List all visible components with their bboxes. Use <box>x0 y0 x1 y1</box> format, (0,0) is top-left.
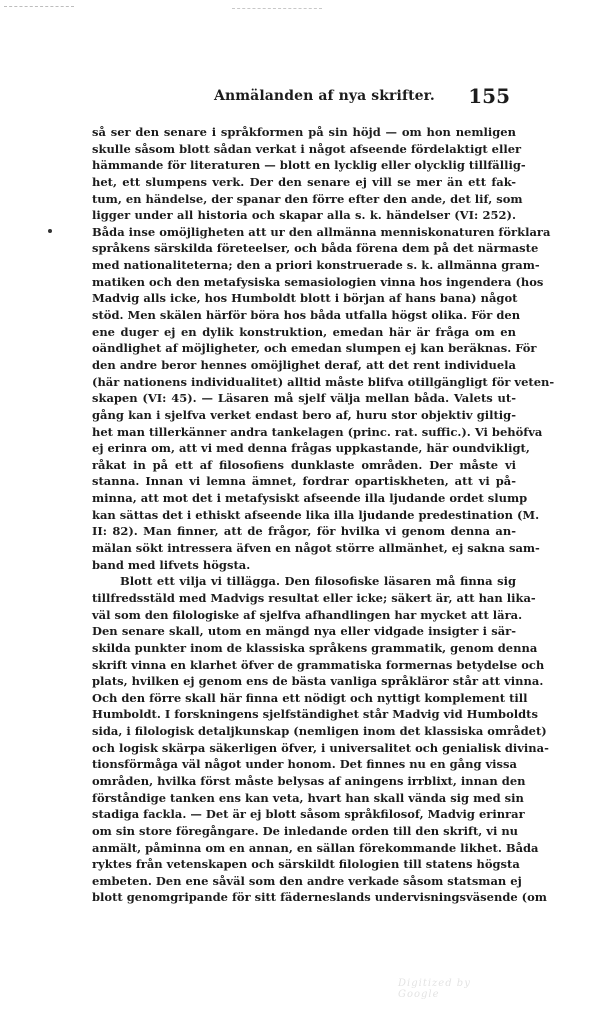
text-line: ene duger ej en dylik konstruktion, emedan här är fråga om en <box>92 324 516 339</box>
text-line: Och den förre skall här finna ett nödigt och nyttigt komplement till <box>92 690 528 705</box>
scan-edge-mark-right <box>232 8 322 9</box>
page-header <box>96 84 514 108</box>
text-line: och logisk skärpa säkerligen öfver, i universalitet och genialisk divina- <box>92 740 549 755</box>
text-line: språkens särskilda företeelser, och båda förena dem på det närmaste <box>92 241 539 256</box>
text-line: råkat in på ett af filosofiens dunklaste områden. Der måste vi <box>92 457 516 472</box>
text-line: ryktes från vetenskapen och särskildt filologien till statens högsta <box>92 857 520 872</box>
text-line: oändlighet af möjligheter, och emedan slumpen ej kan beräknas. För <box>92 341 537 356</box>
margin-mark <box>48 229 52 233</box>
text-line: skilda punkter inom de klassiska språkens grammatik, genom denna <box>92 640 538 655</box>
text-line: ej erinra om, att vi med denna frågas uppkastande, här oundvikligt, <box>92 441 530 456</box>
text-line: mälan sökt intressera äfven en något större allmänhet, ej sakna sam- <box>92 541 540 556</box>
text-line: skapen (VI: 45). — Läsaren må sjelf välja mellan båda. Valets ut- <box>92 391 516 406</box>
text-line: embeten. Den ene såväl som den andre verkade såsom statsman ej <box>92 873 522 888</box>
text-line: minna, att mot det i metafysiskt afseende illa ljudande ordet slump <box>92 491 528 506</box>
text-line: tionsförmåga väl något under honom. Det finnes nu en gång vissa <box>92 757 517 772</box>
text-line: Den senare skall, utom en mängd nya eller vidgade insigter i sär- <box>92 624 516 639</box>
scan-edge-mark <box>4 6 74 9</box>
text-line: hämmande för literaturen — blott en lycklig eller olycklig tillfällig- <box>92 158 526 173</box>
text-line: så ser den senare i språkformen på sin höjd — om hon nemligen <box>92 125 516 139</box>
text-line: om sin store föregångare. De inledande orden till den skrift, vi nu <box>92 823 519 838</box>
text-line: gång kan i sjelfva verket endast bero af, huru stor objektiv giltig- <box>92 407 516 422</box>
digitization-watermark: Digitized by Google <box>398 978 471 1000</box>
text-line: stadiga fackla. — Det är ej blott såsom språkfilosof, Madvig erinrar <box>92 807 525 822</box>
text-line: den andre beror hennes omöjlighet deraf, att det rent individuela <box>92 357 516 372</box>
text-line-paragraph-start: Blott ett vilja vi tillägga. Den filosofiske läsaren må finna sig <box>120 574 516 589</box>
text-line-paragraph-end: band med lifvets högsta. <box>92 557 251 572</box>
text-line: het, ett slumpens verk. Der den senare ej vill se mer än ett fak- <box>92 174 516 189</box>
text-line: skulle såsom blott sådan verkat i något afseende fördelaktigt eller <box>92 141 522 156</box>
text-line: Båda inse omöjligheten att ur den allmänna menniskonaturen förklara <box>92 224 551 239</box>
text-line: plats, hvilken ej genom ens de bästa vanliga språkläror står att vinna. <box>92 674 544 689</box>
text-line: tillfredsstäld med Madvigs resultat eller icke; säkert är, att han lika- <box>92 590 536 605</box>
page-number: 155 <box>468 84 510 108</box>
text-line: het man tillerkänner andra tankelagen (princ. rat. suffic.). Vi behöfva <box>92 424 543 439</box>
body-text <box>92 124 555 906</box>
text-line: med nationaliteterna; den a priori konstruerade s. k. allmänna gram- <box>92 258 540 273</box>
text-line: områden, hvilka först måste belysas af aningens irrblixt, innan den <box>92 773 526 788</box>
text-line: ligger under all historia och skapar alla s. k. händelser (VI: 252). <box>92 208 516 223</box>
text-line: sida, i filologisk detaljkunskap (nemligen inom det klassiska området) <box>92 724 547 739</box>
text-line: II: 82). Man finner, att de frågor, för hvilka vi genom denna an- <box>92 524 516 539</box>
text-line: stanna. Innan vi lemna ämnet, fordrar opartiskheten, att vi på- <box>92 474 516 489</box>
text-line: tum, en händelse, der spanar den förre efter den ande, det lif, som <box>92 191 523 206</box>
text-line: väl som den filologiske af sjelfva afhandlingen har mycket att lära. <box>92 607 523 622</box>
text-line: Madvig alls icke, hos Humboldt blott i början af hans bana) något <box>92 291 518 306</box>
text-line: förståndige tanken ens kan veta, hvart han skall vända sig med sin <box>92 790 524 805</box>
running-head: Anmälanden af nya skrifter. <box>214 88 435 104</box>
text-line: skrift vinna en klarhet öfver de grammatiska formernas betydelse och <box>92 657 545 672</box>
text-line: anmält, påminna om en annan, en sällan förekommande likhet. Båda <box>92 840 539 855</box>
text-line: kan sättas det i ethiskt afseende lika illa ljudande predestination (M. <box>92 507 540 522</box>
text-line: (här nationens individualitet) alltid måste blifva otillgängligt för veten- <box>92 374 555 389</box>
text-line: stöd. Men skälen härför böra hos båda utfalla högst olika. För den <box>92 308 521 323</box>
text-line: blott genomgripande för sitt fäderneslands undervisningsväsende (om <box>92 890 547 905</box>
text-line: matiken och den metafysiska semasiologien vinna hos ingendera (hos <box>92 274 544 289</box>
text-line: Humboldt. I forskningens sjelfständighet står Madvig vid Humboldts <box>92 707 538 722</box>
